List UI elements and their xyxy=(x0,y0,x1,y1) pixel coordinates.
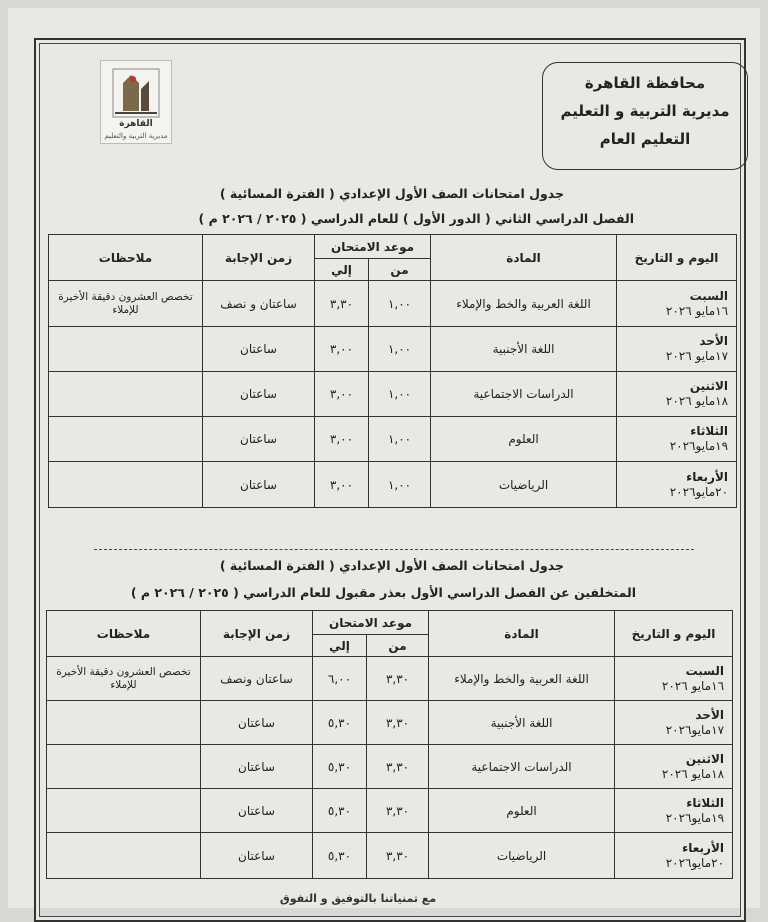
day-cell: الأحد ١٧مايو٢٠٢٦ xyxy=(615,701,733,745)
notes-cell xyxy=(47,745,201,789)
to-cell: ٥,٣٠ xyxy=(313,745,367,789)
header-box xyxy=(542,62,748,170)
duration-cell: ساعتان xyxy=(201,745,313,789)
to-cell: ٥,٣٠ xyxy=(313,701,367,745)
from-cell: ٣,٣٠ xyxy=(367,833,429,879)
header-subject: المادة xyxy=(431,235,617,281)
day-cell: الثلاثاء ١٩مايو٢٠٢٦ xyxy=(617,417,737,462)
header-day: اليوم و التاريخ xyxy=(615,611,733,657)
from-cell: ١,٠٠ xyxy=(369,372,431,417)
to-cell: ٣,٠٠ xyxy=(315,462,369,508)
subject-cell: الدراسات الاجتماعية xyxy=(429,745,615,789)
header-governorate: محافظة القاهرة xyxy=(584,74,706,92)
header-from: من xyxy=(367,635,429,657)
subject-cell: الرياضيات xyxy=(429,833,615,879)
to-cell: ٦,٠٠ xyxy=(313,657,367,701)
day-cell: الأربعاء ٢٠مايو٢٠٢٦ xyxy=(617,462,737,508)
from-cell: ٣,٣٠ xyxy=(367,657,429,701)
notes-cell xyxy=(49,372,203,417)
day-cell: السبت ١٦مايو ٢٠٢٦ xyxy=(615,657,733,701)
subject-cell: اللغة الأجنبية xyxy=(431,327,617,372)
day-cell: السبت ١٦مايو ٢٠٢٦ xyxy=(617,281,737,327)
duration-cell: ساعتان ونصف xyxy=(201,657,313,701)
day-cell: الأربعاء ٢٠مايو٢٠٢٦ xyxy=(615,833,733,879)
day-cell: الاثنين ١٨مايو ٢٠٢٦ xyxy=(617,372,737,417)
header-notes: ملاحظات xyxy=(47,611,201,657)
from-cell: ٣,٣٠ xyxy=(367,701,429,745)
table-row xyxy=(49,417,737,462)
logo-emblem-icon xyxy=(101,61,171,143)
day-cell: الأحد ١٧مايو ٢٠٢٦ xyxy=(617,327,737,372)
header-from: من xyxy=(369,259,431,281)
from-cell: ١,٠٠ xyxy=(369,327,431,372)
subject-cell: اللغة العربية والخط والإملاء xyxy=(429,657,615,701)
subject-cell: الدراسات الاجتماعية xyxy=(431,372,617,417)
subject-cell: اللغة الأجنبية xyxy=(429,701,615,745)
notes-cell: تخصص العشرون دقيقة الأخيرة للإملاء xyxy=(49,281,203,327)
to-cell: ٣,٠٠ xyxy=(315,372,369,417)
logo-name: القاهرة xyxy=(119,119,153,129)
footer-text: مع تمنياتنا بالتوفيق و التفوق xyxy=(279,892,437,905)
duration-cell: ساعتان xyxy=(201,833,313,879)
header-day: اليوم و التاريخ xyxy=(617,235,737,281)
duration-cell: ساعتان xyxy=(201,789,313,833)
table-row xyxy=(49,372,737,417)
section2-schedule-table xyxy=(46,610,733,879)
table-row xyxy=(47,745,733,789)
duration-cell: ساعتان xyxy=(203,372,315,417)
table-row xyxy=(49,281,737,327)
day-cell: الاثنين ١٨مايو ٢٠٢٦ xyxy=(615,745,733,789)
table-row xyxy=(49,327,737,372)
to-cell: ٣,٠٠ xyxy=(315,327,369,372)
header-to: إلي xyxy=(315,259,369,281)
subject-cell: الرياضيات xyxy=(431,462,617,508)
section2-title: جدول امتحانات الصف الأول الإعدادي ( الفترة المسائية ) xyxy=(219,558,564,573)
table-row xyxy=(47,701,733,745)
table-row xyxy=(49,462,737,508)
section1-schedule-table xyxy=(48,234,737,508)
from-cell: ١,٠٠ xyxy=(369,417,431,462)
header-subject: المادة xyxy=(429,611,615,657)
to-cell: ٣,٠٠ xyxy=(315,417,369,462)
duration-cell: ساعتان xyxy=(201,701,313,745)
header-department: التعليم العام xyxy=(599,130,691,148)
duration-cell: ساعتان xyxy=(203,462,315,508)
section2-subtitle: المتخلفين عن الفصل الدراسي الأول بعذر مقبول للعام الدراسي ( ٢٠٢٥ / ٢٠٢٦ م ) xyxy=(130,585,636,600)
duration-cell: ساعتان و نصف xyxy=(203,281,315,327)
header-duration: زمن الإجابة xyxy=(201,611,313,657)
directorate-logo xyxy=(100,60,172,144)
section-divider xyxy=(94,549,694,550)
notes-cell xyxy=(47,833,201,879)
to-cell: ٣,٣٠ xyxy=(315,281,369,327)
section1-title: جدول امتحانات الصف الأول الإعدادي ( الفترة المسائية ) xyxy=(219,186,564,201)
day-cell: الثلاثاء ١٩مايو٢٠٢٦ xyxy=(615,789,733,833)
to-cell: ٥,٣٠ xyxy=(313,789,367,833)
notes-cell: تخصص العشرون دقيقة الأخيرة للإملاء xyxy=(47,657,201,701)
subject-cell: العلوم xyxy=(429,789,615,833)
header-to: إلي xyxy=(313,635,367,657)
header-notes: ملاحظات xyxy=(49,235,203,281)
notes-cell xyxy=(49,462,203,508)
table-row xyxy=(47,833,733,879)
document-sheet xyxy=(8,8,760,908)
notes-cell xyxy=(47,789,201,833)
subject-cell: العلوم xyxy=(431,417,617,462)
to-cell: ٥,٣٠ xyxy=(313,833,367,879)
notes-cell xyxy=(49,327,203,372)
duration-cell: ساعتان xyxy=(203,327,315,372)
notes-cell xyxy=(49,417,203,462)
duration-cell: ساعتان xyxy=(203,417,315,462)
header-exam-time: موعد الامتحان xyxy=(313,611,429,635)
table-row xyxy=(47,657,733,701)
from-cell: ٣,٣٠ xyxy=(367,789,429,833)
from-cell: ١,٠٠ xyxy=(369,462,431,508)
header-duration: زمن الإجابة xyxy=(203,235,315,281)
from-cell: ١,٠٠ xyxy=(369,281,431,327)
section1-subtitle: الفصل الدراسي الثاني ( الدور الأول ) للعام الدراسي ( ٢٠٢٥ / ٢٠٢٦ م ) xyxy=(198,211,634,226)
subject-cell: اللغة العربية والخط والإملاء xyxy=(431,281,617,327)
table-row xyxy=(47,789,733,833)
header-directorate: مديرية التربية و التعليم xyxy=(560,102,730,120)
logo-caption: مديرية التربية والتعليم xyxy=(104,132,168,140)
header-exam-time: موعد الامتحان xyxy=(315,235,431,259)
from-cell: ٣,٣٠ xyxy=(367,745,429,789)
notes-cell xyxy=(47,701,201,745)
